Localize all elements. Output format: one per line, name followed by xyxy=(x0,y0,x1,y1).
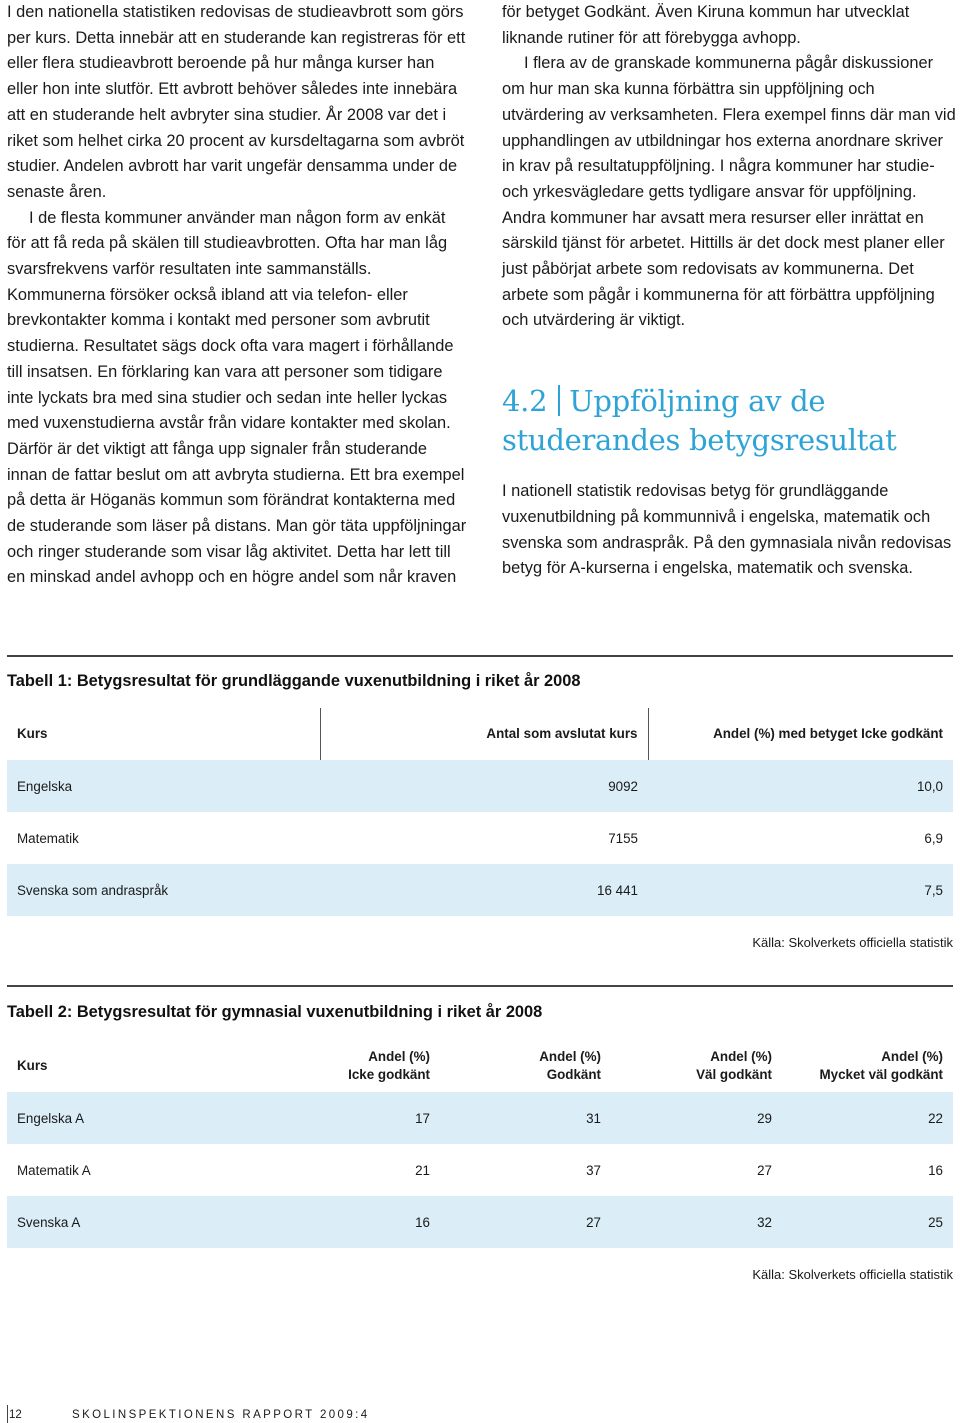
table-cell: 16 xyxy=(415,1214,430,1230)
table2-header-pass-special-distinction: Andel (%) Mycket väl godkänt xyxy=(819,1049,943,1082)
section-paragraph: I nationell statistik redovisas betyg för grundläggande vuxenutbildning på kommunnivå i engelska, matematik och svenska som andraspråk. På den gymnasiala nivån redovisas betyg för A-kurserna i engelska, matematik och svenska. xyxy=(502,482,952,578)
section-heading xyxy=(502,382,957,460)
table-cell: 6,9 xyxy=(924,830,943,846)
footer-divider xyxy=(7,1405,8,1423)
table-cell: Svenska som andraspråk xyxy=(17,882,169,898)
table-cell: 25 xyxy=(928,1214,943,1230)
table-cell: 32 xyxy=(757,1214,772,1230)
body-paragraph: I de flesta kommuner använder man någon form av enkät för att få reda på skälen till studieavbrotten. Ofta har man låg svarsfrekvens varför resultaten inte sammanställs. Kommunerna försöker också ibland att via telefon- eller brevkontakter komma i kontakt med personer som avbrutit studierna. Resultatet sägs dock ofta vara magert i förhållande till insatsen. En förklaring kan vara att personer som tidigare inte lyckats bra med sina studier och sedan inte heller lyckas med vuxenstudierna avstår från vidare kontakter med skolan. Därför är det viktigt att fånga upp signaler från studerande innan de fattar beslut om att avbryta studierna. Ett bra exempel på detta är Höganäs kommun som förändrat kontakterna med de studerande som läser på distans. Man gör täta uppföljningar och ringer studerande som visar låg aktivitet. Detta har lett till en minskad andel avhopp och en högre andel som når kraven xyxy=(7,208,467,587)
table-cell: Engelska xyxy=(17,778,73,794)
table-row xyxy=(7,1196,953,1248)
section-title: Uppföljning av de studerandes betygsresultat xyxy=(502,384,897,458)
body-paragraph: I den nationella statistiken redovisas de studieavbrott som görs per kurs. Detta innebär att en studerande kan registreras för ett eller flera studieavbrott beroende på hur många kurser han eller hon inte slutför. Ett avbrott behöver således inte innebära att en studerande helt avbryter sina studier. År 2008 var det i riket som helhet cirka 20 procent av kursdeltagarna som avbröt studier. Andelen avbrott har varit ungefär densamma under de senaste åren. xyxy=(7,3,466,201)
table-cell: 7,5 xyxy=(924,882,943,898)
table1-header-row xyxy=(7,708,953,760)
table-cell: 21 xyxy=(415,1162,430,1178)
table-row xyxy=(7,864,953,916)
table-cell: 7155 xyxy=(608,830,638,846)
table2 xyxy=(7,1040,953,1248)
heading-divider xyxy=(558,385,560,416)
table1-source: Källa: Skolverkets officiella statistik xyxy=(752,935,953,950)
right-text-column xyxy=(502,0,957,582)
table2-header-course: Kurs xyxy=(17,1058,48,1073)
table-row xyxy=(7,760,953,812)
body-paragraph: I flera av de granskade kommunerna pågår diskussioner om hur man ska kunna förbättra sin uppföljning och utvärdering av verksamheten. Flera exempel finns där man vid upphandlingen av utbildningar hos externa anordnare skriver in krav på resultatuppföljning. I några kommuner har studie- och yrkesvägledare getts tydligare ansvar för uppföljning. Andra kommuner har avsatt mera resurser eller inrättat en särskild tjänst för arbetet. Hittills är det dock mest planer eller just påbörjat arbete som redovisats av kommunerna. Det arbete som pågår i kommunerna för att förbättra uppföljning och utvärdering är viktigt. xyxy=(502,54,956,330)
table2-header-passed: Andel (%) Godkänt xyxy=(539,1049,601,1082)
table-cell: 22 xyxy=(928,1110,943,1126)
table-cell: Engelska A xyxy=(17,1110,84,1126)
table-row xyxy=(7,812,953,864)
table-cell: Matematik xyxy=(17,830,79,846)
table2-header-row xyxy=(7,1040,953,1092)
table-cell: Matematik A xyxy=(17,1162,91,1178)
footer-publication-title: SKOLINSPEKTIONENS RAPPORT 2009:4 xyxy=(72,1409,370,1421)
table-row xyxy=(7,1092,953,1144)
body-paragraph: för betyget Godkänt. Även Kiruna kommun har utvecklat liknande rutiner för att förebygga avhopp. xyxy=(502,3,910,47)
table-cell: 10,0 xyxy=(916,778,943,794)
table1-title: Tabell 1: Betygsresultat för grundläggande vuxenutbildning i riket år 2008 xyxy=(7,672,581,690)
section-number: 4.2 xyxy=(502,384,548,419)
table1-header-course: Kurs xyxy=(17,726,48,741)
table-cell: 27 xyxy=(586,1214,601,1230)
table-cell: Svenska A xyxy=(17,1214,81,1230)
table-cell: 29 xyxy=(757,1110,772,1126)
table-cell: 27 xyxy=(757,1162,772,1178)
table-cell: 16 xyxy=(928,1162,943,1178)
table2-source: Källa: Skolverkets officiella statistik xyxy=(752,1267,953,1282)
table2-title: Tabell 2: Betygsresultat för gymnasial vuxenutbildning i riket år 2008 xyxy=(7,1003,543,1021)
table1 xyxy=(7,708,953,916)
table2-header-failed: Andel (%) Icke godkänt xyxy=(348,1049,430,1082)
table1-header-failed-share: Andel (%) med betyget Icke godkänt xyxy=(648,708,953,760)
table-cell: 9092 xyxy=(608,778,638,794)
table2-top-rule xyxy=(7,985,953,987)
page-number: 12 xyxy=(9,1409,22,1421)
table1-top-rule xyxy=(7,655,953,657)
table-row xyxy=(7,1144,953,1196)
table1-header-completed: Antal som avslutat kurs xyxy=(320,708,648,760)
table-cell: 31 xyxy=(586,1110,601,1126)
left-text-column xyxy=(7,0,467,591)
table2-header-pass-distinction: Andel (%) Väl godkänt xyxy=(696,1049,772,1082)
table-cell: 16 441 xyxy=(597,882,638,898)
table-cell: 17 xyxy=(415,1110,430,1126)
table-cell: 37 xyxy=(586,1162,601,1178)
